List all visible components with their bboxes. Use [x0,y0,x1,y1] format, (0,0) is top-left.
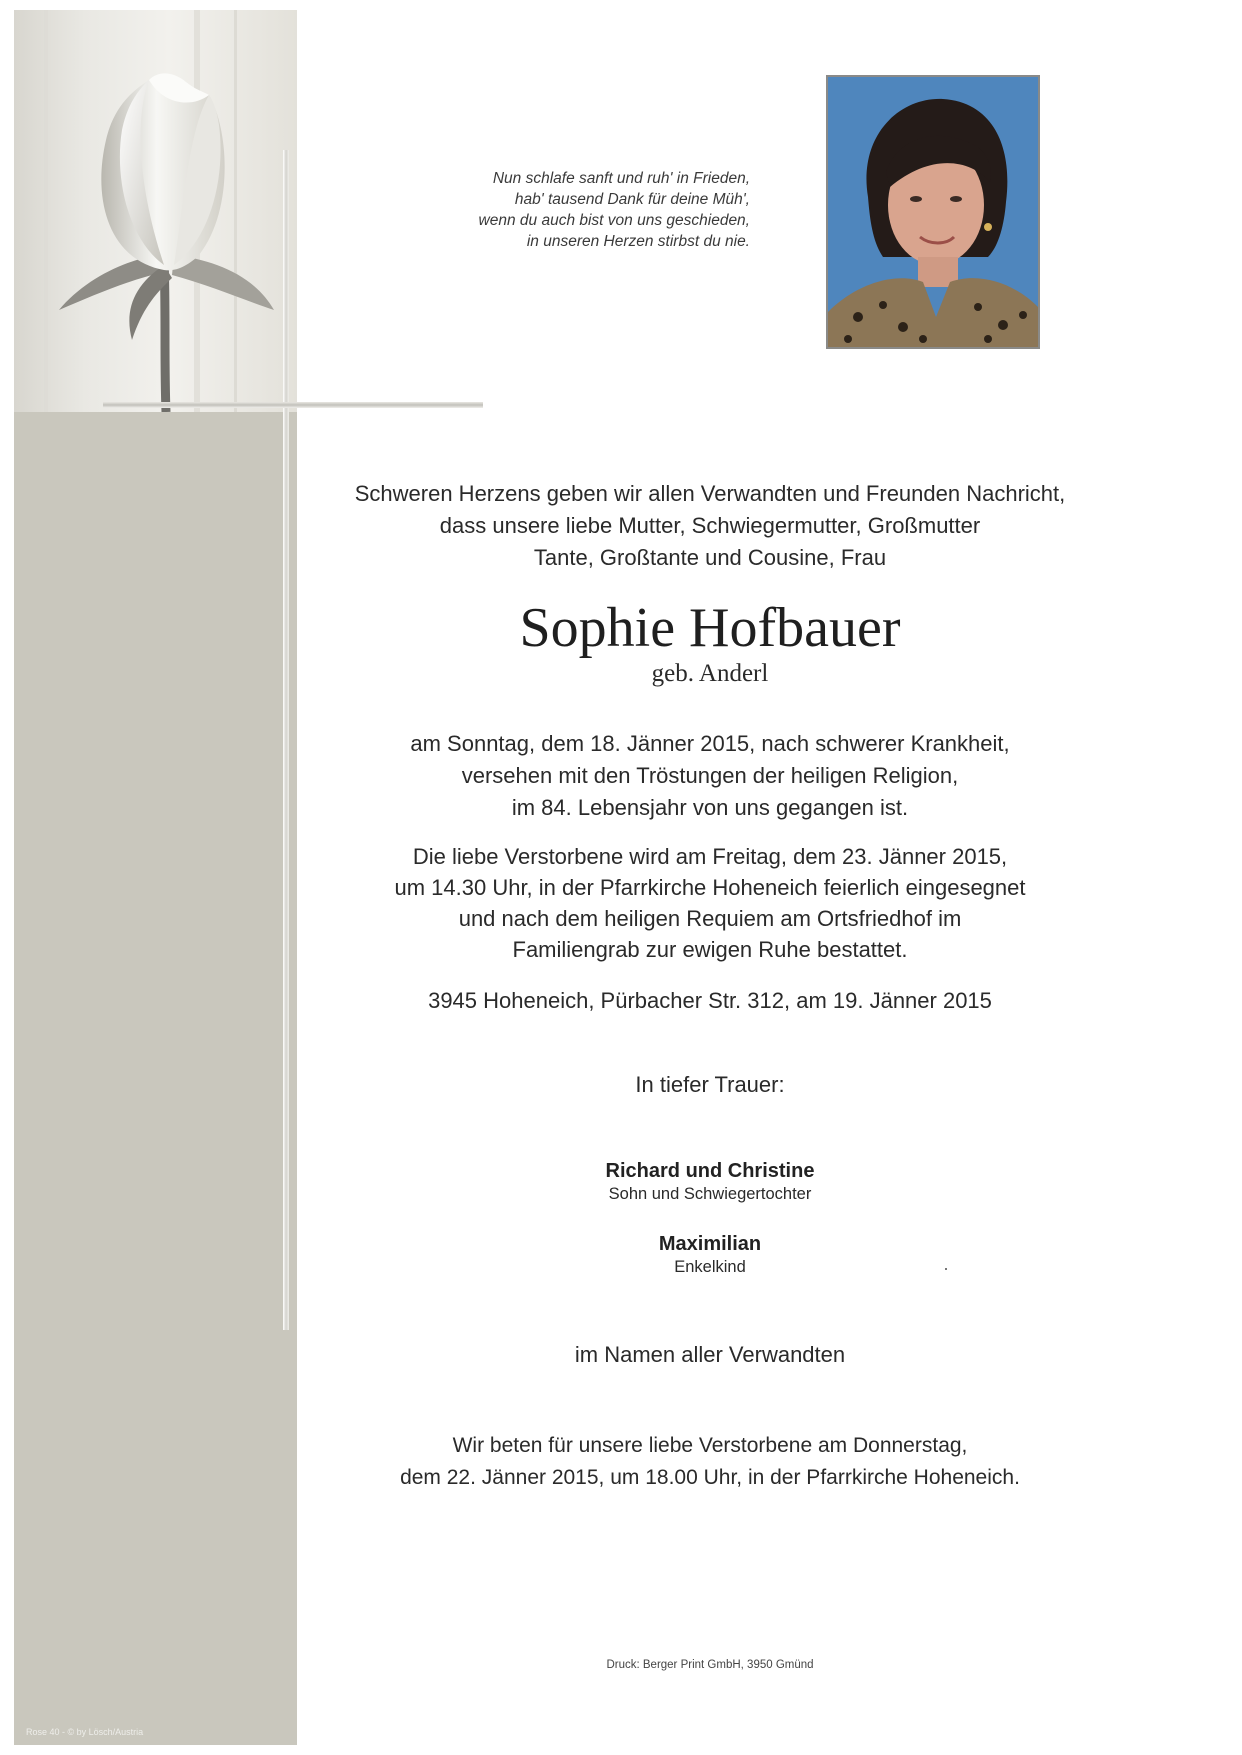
prayer-notice [320,1430,1100,1494]
quote-line: hab' tausend Dank für deine Müh', [514,191,750,208]
funeral-line: Familiengrab zur ewigen Ruhe bestattet. [512,937,908,962]
prayer-line: dem 22. Jänner 2015, um 18.00 Uhr, in der Pfarrkirche Hoheneich. [400,1466,1020,1489]
mourner-relation: Enkelkind [674,1258,746,1276]
deceased-name-block [320,595,1100,689]
relatives-line: im Namen aller Verwandten [574,1342,846,1367]
funeral-line: und nach dem heiligen Requiem am Ortsfriedhof im [458,906,962,931]
place-and-date: 3945 Hoheneich, Pürbacher Str. 312, am 19. Jänner 2015 [428,988,992,1013]
intro-line: dass unsere liebe Mutter, Schwiegermutter, Großmutter [439,513,981,538]
decorative-side-panel [14,10,297,1745]
memorial-quote [380,168,750,252]
horizontal-divider [103,402,483,408]
funeral-line: um 14.30 Uhr, in der Pfarrkirche Hoheneich feierlich eingesegnet [394,875,1026,900]
maiden-name: geb. Anderl [651,660,769,687]
prayer-line: Wir beten für unsere liebe Verstorbene am Donnerstag, [452,1434,968,1457]
quote-line: in unseren Herzen stirbst du nie. [526,233,750,250]
vertical-divider [283,150,289,1330]
mourner-name: Richard und Christine [605,1160,815,1182]
quote-line: Nun schlafe sanft und ruh' in Frieden, [492,170,750,187]
announcement-intro [320,478,1100,574]
death-line: am Sonntag, dem 18. Jänner 2015, nach schwerer Krankheit, [410,731,1010,756]
printer-credit: Druck: Berger Print GmbH, 3950 Gmünd [606,1659,814,1671]
deceased-name: Sophie Hofbauer [519,597,901,659]
portrait-photo-icon [826,75,1040,349]
mourning-heading: In tiefer Trauer: [635,1072,785,1097]
funeral-line: Die liebe Verstorbene wird am Freitag, dem 23. Jänner 2015, [412,844,1008,869]
intro-line: Tante, Großtante und Cousine, Frau [533,545,887,570]
mourner-entry [320,1158,1100,1205]
grey-side-band [14,412,297,1745]
image-credit: Rose 40 - © by Lösch/Austria [26,1727,144,1737]
mourner-relation: Sohn und Schwiegertochter [608,1185,812,1203]
death-notice [320,728,1100,824]
speck [945,1268,947,1270]
death-line: im 84. Lebensjahr von uns gegangen ist. [511,795,909,820]
quote-line: wenn du auch bist von uns geschieden, [478,212,750,229]
intro-line: Schweren Herzens geben wir allen Verwandten und Freunden Nachricht, [354,481,1066,506]
white-rose-bud-icon [14,10,297,412]
rose-image [14,10,297,412]
mourner-entry [320,1231,1100,1278]
funeral-details [320,841,1100,965]
death-line: versehen mit den Tröstungen der heiligen Religion, [461,763,959,788]
mourner-name: Maximilian [658,1233,762,1255]
